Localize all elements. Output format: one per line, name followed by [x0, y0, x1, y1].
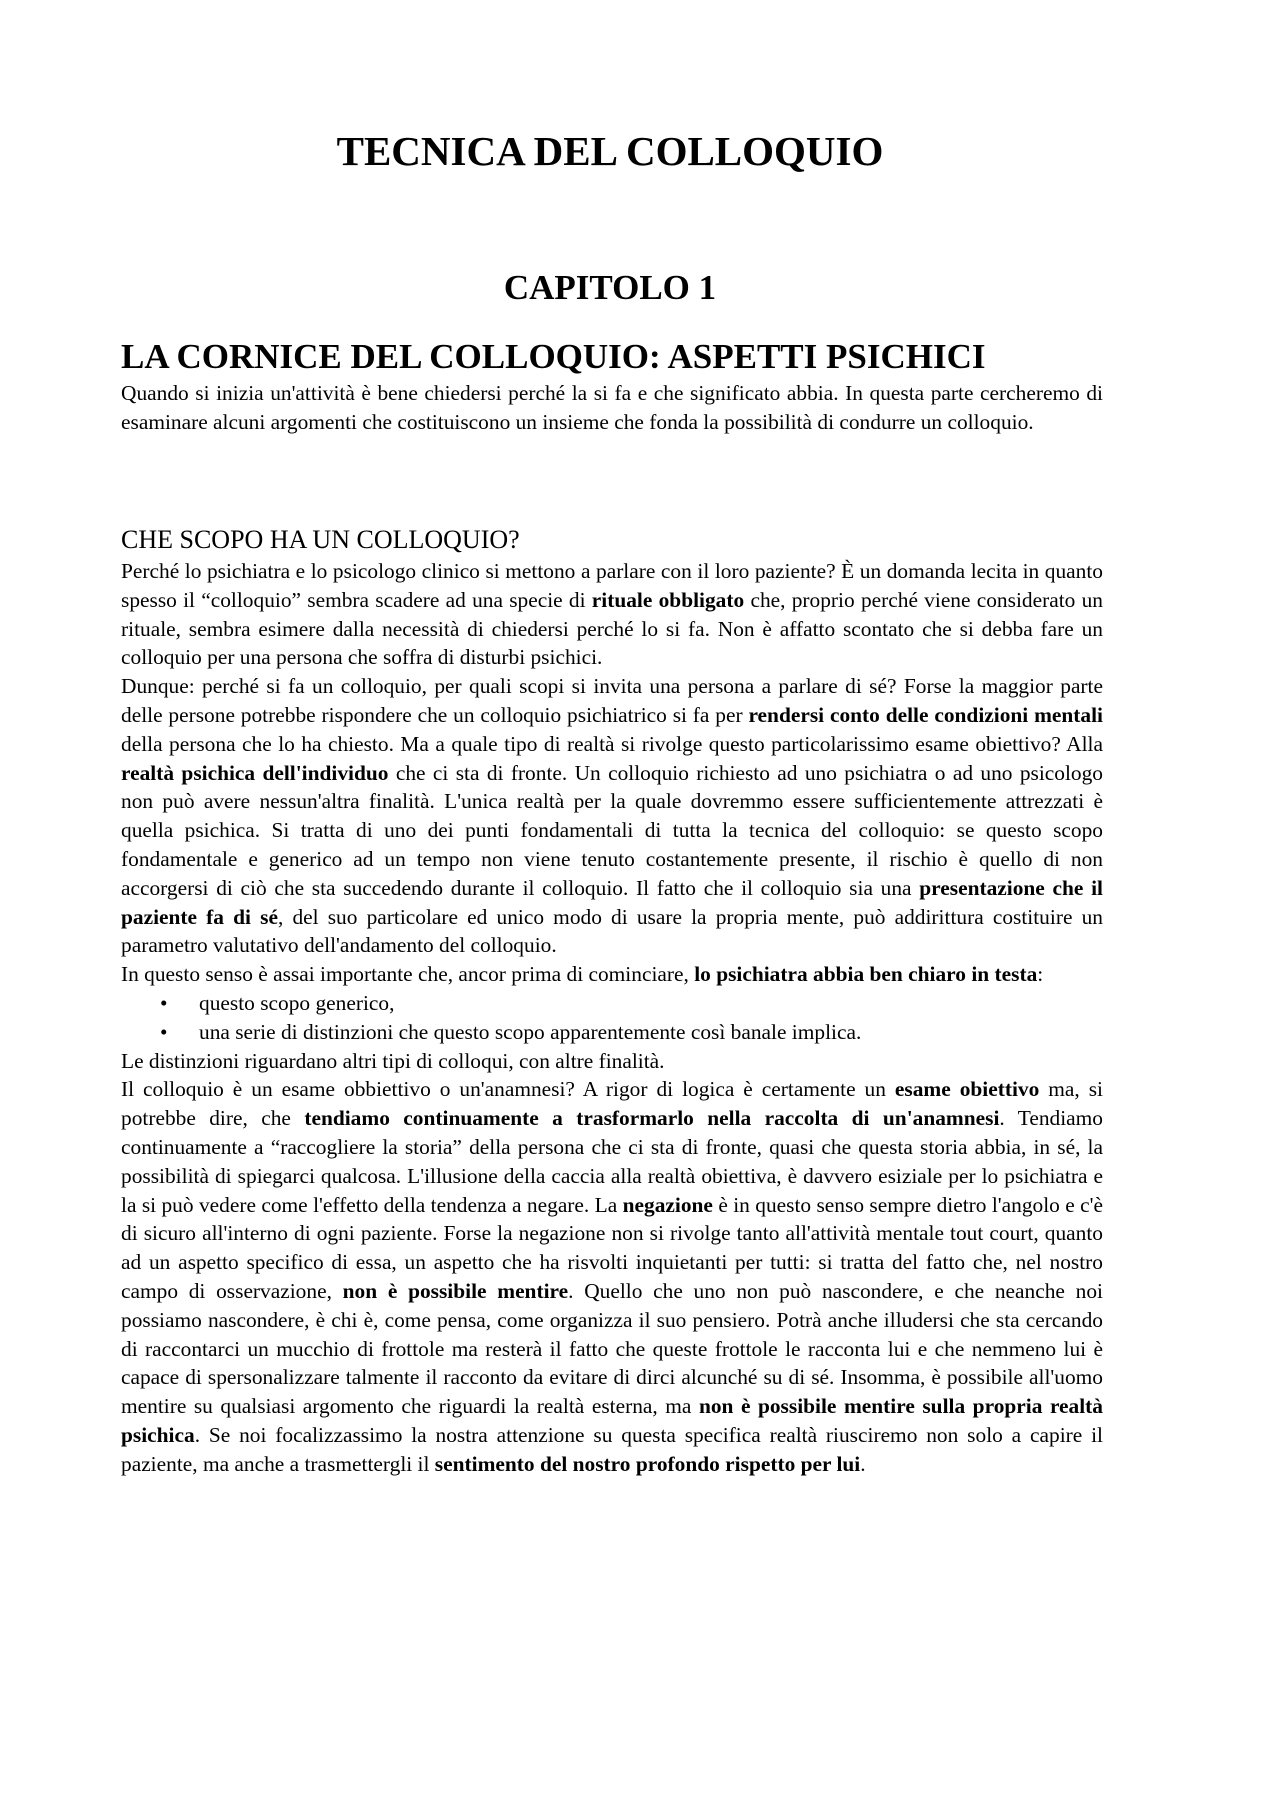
text-run: Perché lo psichiatra e lo psicologo clinico si mettono a parlare con il loro paziente? È un domanda lecita in quanto spesso il “colloquio” sembra scadere ad una specie di	[121, 559, 1103, 612]
bold-text: realtà psichica dell'individuo	[121, 760, 389, 785]
bold-text: non è possibile mentire sulla propria realtà psichica	[121, 1394, 1103, 1447]
text-run: :	[1037, 962, 1044, 987]
bold-text: negazione	[622, 1192, 713, 1217]
text-run: Il colloquio è un esame obbiettivo o un'anamnesi? A rigor di logica è certamente un	[121, 1077, 895, 1102]
paragraph-1	[121, 557, 1103, 672]
text-run: In questo senso è assai importante che, ancor prima di cominciare,	[121, 962, 695, 987]
body-text	[121, 557, 1103, 1479]
list-item-text: questo scopo generico,	[199, 990, 395, 1015]
list-item	[121, 989, 1103, 1018]
intro-paragraph-block	[121, 379, 1103, 437]
paragraph-5	[121, 1075, 1103, 1478]
bold-text: tendiamo continuamente a trasformarlo nella raccolta di un'anamnesi	[304, 1106, 1000, 1131]
chapter-heading: CAPITOLO 1	[503, 268, 717, 307]
text-run: Dunque: perché si fa un colloquio, per quali scopi si invita una persona a parlare di sé? Forse la maggior parte delle persone potrebbe rispondere che un colloquio psichiatrico si fa per	[121, 674, 1103, 727]
section-title: LA CORNICE DEL COLLOQUIO: ASPETTI PSICHICI	[121, 337, 986, 376]
bold-text: rendersi conto delle condizioni mentali	[748, 702, 1103, 727]
text-run: ma, si potrebbe dire, che	[121, 1077, 1103, 1131]
text-run: che ci sta di fronte. Un colloquio richiesto ad uno psichiatra o ad uno psicologo non può avere nessun'altra finalità. L'unica realtà per la quale dovremmo essere sufficientemente attrezzati è quella psichica. Si tratta di uno dei punti fondamentali di tutta la tecnica del colloquio: se questo scopo fondamentale e generico ad un tempo non viene tenuto costantemente presente, il rischio è quello di non accorgersi di ciò che sta succedendo durante il colloquio. Il fatto che il colloquio sia una	[121, 760, 1103, 900]
bold-text: esame obiettivo	[894, 1077, 1040, 1102]
list-item-text: una serie di distinzioni che questo scopo apparentemente così banale implica.	[199, 1019, 862, 1044]
bold-text: rituale obbligato	[591, 587, 745, 612]
text-run: che, proprio perché viene considerato un rituale, sembra esimere dalla necessità di chiedersi perché lo si fa. Non è affatto scontato che si debba fare un colloquio per una persona che soffra di disturbi psichici.	[121, 587, 1103, 670]
text-run: è in questo senso sempre dietro l'angolo e c'è di sicuro all'interno di ogni paziente. Forse la negazione non si rivolge tanto all'attività mentale tout court, quanto ad un aspetto specifico di essa, un aspetto che ha risvolti inquietanti per tutti: si tratta del fatto che, nel nostro campo di osservazione,	[121, 1192, 1103, 1303]
text-run: .	[860, 1451, 866, 1476]
subsection-title: CHE SCOPO HA UN COLLOQUIO?	[121, 525, 520, 554]
text-run: . Tendiamo continuamente a “raccogliere la storia” della persona che ci sta di fronte, quasi che questa storia abbia, in sé, la possibilità di spiegarci qualcosa. L'illusione della caccia alla realtà obiettiva, è davvero esiziale per lo psichiatra e la si può vedere come l'effetto della tendenza a negare. La	[121, 1106, 1103, 1217]
paragraph-2	[121, 672, 1103, 960]
bold-text: non è possibile mentire	[342, 1278, 569, 1303]
paragraph-3	[121, 960, 1103, 989]
text-run: , del suo particolare ed unico modo di usare la propria mente, può addirittura costituire un parametro valutativo dell'andamento del colloquio.	[121, 904, 1103, 958]
text-run: della persona che lo ha chiesto. Ma a quale tipo di realtà si rivolge questo particolarissimo esame obiettivo? Alla	[121, 731, 1103, 756]
document-title: TECNICA DEL COLLOQUIO	[336, 128, 884, 174]
bold-text: lo psichiatra abbia ben chiaro in testa	[694, 962, 1038, 987]
bullet-icon: •	[160, 1019, 168, 1044]
bullet-icon: •	[160, 990, 168, 1015]
paragraph-4: Le distinzioni riguardano altri tipi di colloqui, con altre finalità.	[121, 1048, 665, 1073]
bold-text: sentimento del nostro profondo rispetto per lui	[434, 1451, 861, 1476]
bold-text: presentazione che il paziente fa di sé	[121, 875, 1103, 929]
bullet-list	[121, 989, 1103, 1047]
text-run: . Se noi focalizzassimo la nostra attenzione su questa specifica realtà riusciremo non solo a capire il paziente, ma anche a trasmettergli il	[121, 1422, 1103, 1476]
intro-paragraph: Quando si inizia un'attività è bene chiedersi perché la si fa e che significato abbia. In questa parte cercheremo di esaminare alcuni argomenti che costituiscono un insieme che fonda la possibilità di condurre un colloquio.	[121, 381, 1103, 434]
list-item	[121, 1018, 1103, 1047]
text-run: . Quello che uno non può nascondere, e che neanche noi possiamo nascondere, è chi è, come pensa, come organizza il suo pensiero. Potrà anche illudersi che sta cercando di raccontarci un mucchio di frottole ma resterà il fatto che queste frottole le racconta lui e che nemmeno lui è capace di spersonalizzare talmente il racconto da evitare di dirci alcunché su di sé. Insomma, è possibile all'uomo mentire su qualsiasi argomento che riguardi la realtà esterna, ma	[121, 1278, 1103, 1419]
